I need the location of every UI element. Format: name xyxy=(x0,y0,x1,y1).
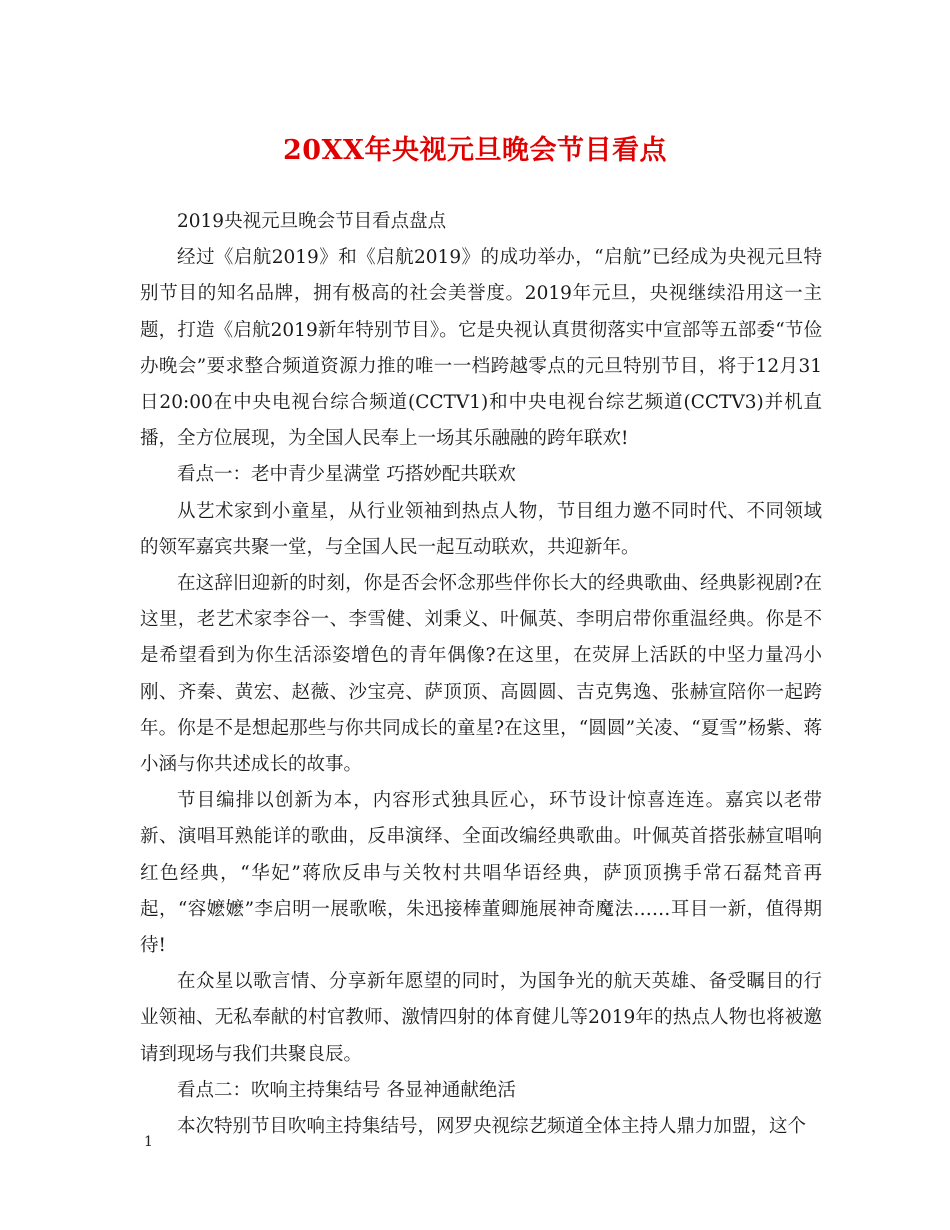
section-heading-2: 看点二：吹响主持集结号 各显神通献绝活 xyxy=(177,1079,516,1101)
paragraph-subtitle: 2019央视元旦晚会节目看点盘点 xyxy=(177,211,447,232)
document-title: 20XX年央视元旦晚会节目看点 xyxy=(283,135,667,166)
paragraph: 从艺术家到小童星，从行业领袖到热点人物，节目组力邀不同时代、不同领域的领军嘉宾共聚一堂，与全国人民一起互动联欢，共迎新年。 xyxy=(140,500,822,558)
paragraph: 本次特别节目吹响主持集结号，网罗央视综艺频道全体主持人鼎力加盟，这个 xyxy=(177,1116,807,1138)
paragraph: 在这辞旧迎新的时刻，你是否会怀念那些伴你长大的经典歌曲、经典影视剧?在这里，老艺术家李谷一、李雪健、刘秉义、叶佩英、李明启带你重温经典。你是不是希望看到为你生活添姿增色的青年偶像?在这里，在荧屏上活跃的中坚力量冯小刚、齐秦、黄宏、赵薇、沙宝亮、萨顶顶、高圆圆、吉克隽逸、张赫宣陪你一起跨年。你是不是想起那些与你共同成长的童星?在这里，“圆圆”关凌、“夏雪”杨紫、蒋小涵与你共述成长的故事。 xyxy=(140,573,822,776)
paragraph: 在众星以歌言情、分享新年愿望的同时，为国争光的航天英雄、备受瞩目的行业领袖、无私奉献的村官教师、激情四射的体育健儿等2019年的热点人物也将被邀请到现场与我们共聚良辰。 xyxy=(140,971,822,1065)
document-body xyxy=(140,204,822,1145)
section-heading-1: 看点一：老中青少星满堂 巧搭妙配共联欢 xyxy=(177,464,516,486)
paragraph-intro: 经过《启航2019》和《启航2019》的成功举办，“启航”已经成为央视元旦特别节目的知名品牌，拥有极高的社会美誉度。2019年元旦，央视继续沿用这一主题，打造《启航2019新年特别节目》。它是央视认真贯彻落实中宣部等五部委“节俭办晚会”要求整合频道资源力推的唯一一档跨越零点的元旦特别节目，将于12月31日20:00在中央电视台综合频道(CCTV1)和中央电视台综艺频道(CCTV3)并机直播，全方位展现，为全国人民奉上一场其乐融融的跨年联欢! xyxy=(140,247,822,450)
page-number: 1 xyxy=(144,1134,153,1150)
paragraph: 节目编排以创新为本，内容形式独具匠心，环节设计惊喜连连。嘉宾以老带新、演唱耳熟能详的歌曲，反串演绎、全面改编经典歌曲。叶佩英首搭张赫宣唱响红色经典，“华妃”蒋欣反串与关牧村共唱华语经典，萨顶顶携手常石磊梵音再起，“容嬷嬷”李启明一展歌喉，朱迅接棒董卿施展神奇魔法……耳目一新，值得期待! xyxy=(140,790,822,957)
